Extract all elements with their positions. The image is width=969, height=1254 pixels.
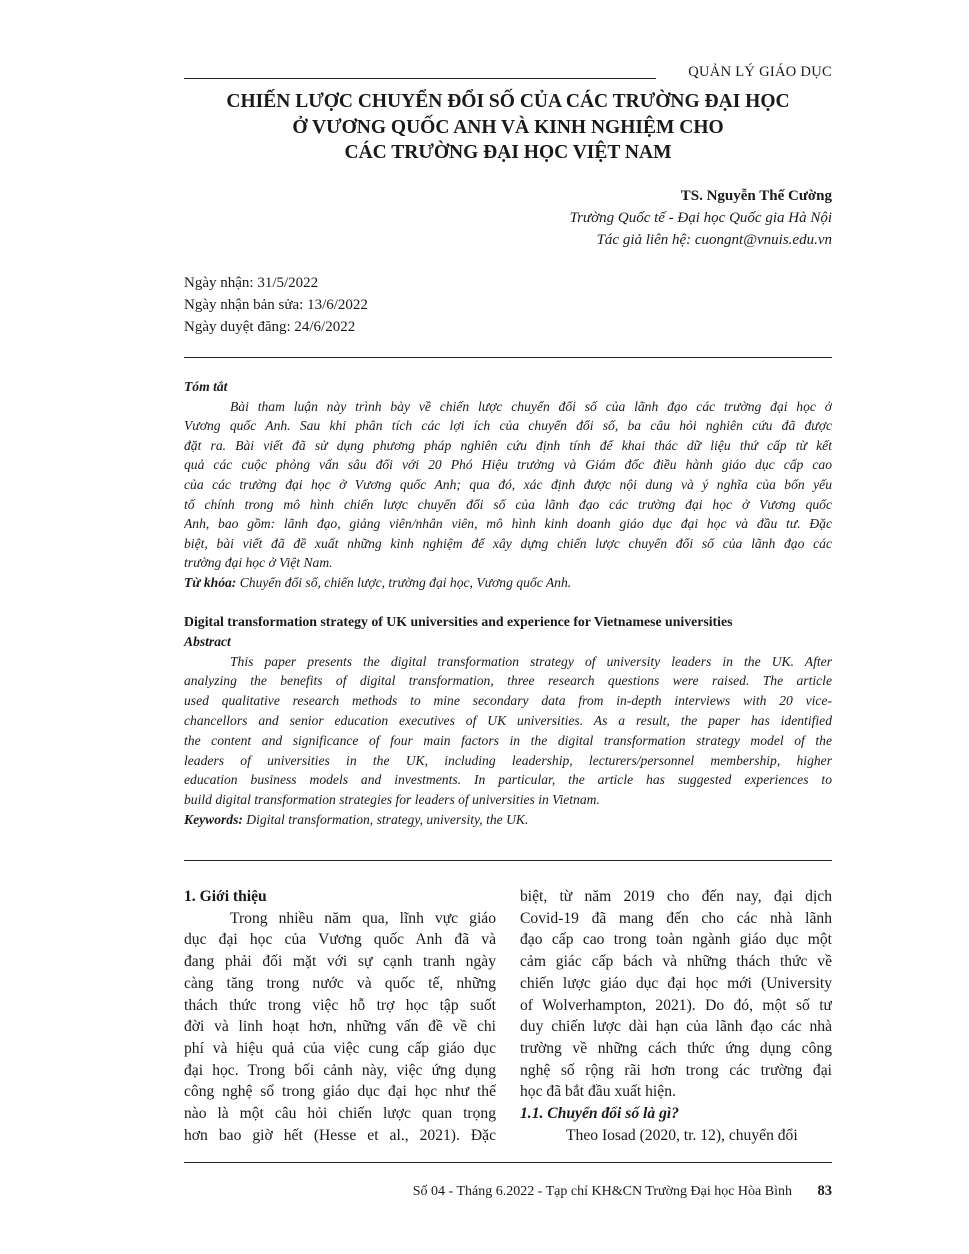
header-rule: [184, 78, 656, 79]
keywords-label: Từ khóa:: [184, 574, 237, 590]
text-line: của các trường đại học ở Vương quốc Anh; qua đó, xác định được nội dung và ý nghĩa của bốn yếu: [184, 476, 832, 492]
text-line: đang phải đối mặt với sự cạnh tranh ngày: [184, 953, 496, 971]
text-line: học đã bắt đầu xuất hiện.: [520, 1083, 676, 1101]
text-line: chiến lược giáo dục đại học mới (University: [520, 974, 832, 992]
author-affiliation: Trường Quốc tế - Đại học Quốc gia Hà Nội: [569, 210, 832, 226]
divider: [184, 860, 832, 861]
section-heading: 1. Giới thiệu: [184, 888, 267, 905]
body-column-2: [520, 886, 832, 1146]
text-line: Vương quốc Anh. Sau khi phân tích các lợi ích của chuyển đổi số, ba câu hỏi nghiên cứu đã được: [184, 418, 832, 434]
text-line: càng tăng trong nước và quốc tế, những: [184, 974, 496, 992]
text-line: trường đại học ở Việt Nam.: [184, 555, 333, 571]
text-line: dục đại học của Vương quốc Anh đã và: [184, 931, 496, 949]
abstract-heading: Tóm tắt: [184, 379, 228, 394]
text-line: of Wolverhampton, 2021). Do đó, một số tư: [520, 996, 832, 1014]
author-block: [570, 185, 832, 251]
text-line: cảm giác cấp bách và những thách thức về: [520, 953, 832, 971]
english-abstract: [184, 612, 832, 830]
text-line: biệt, từ năm 2019 cho đến nay, đại dịch: [520, 888, 832, 905]
body-column-1: [184, 886, 496, 1146]
text-line: leaders of universities in the UK, including leadership, lecturers/personnel membership, higher: [184, 752, 832, 768]
text-line: Trong nhiều năm qua, lĩnh vực giáo: [230, 909, 496, 927]
body-line: Theo Iosad (2020, tr. 12), chuyển đổi: [566, 1126, 798, 1144]
text-line: đặt ra. Bài viết đã sử dụng phương pháp nghiên cứu định tính để khai thác dữ liệu thứ cấp từ kết: [184, 437, 832, 453]
footer-text: Số 04 - Tháng 6.2022 - Tạp chí KH&CN Trường Đại học Hòa Bình: [412, 1184, 792, 1199]
keywords-text: Chuyển đổi số, chiến lược, trường đại học, Vương quốc Anh.: [236, 574, 572, 590]
author-name: TS. Nguyễn Thế Cường: [680, 188, 832, 204]
date-received: Ngày nhận: 31/5/2022: [184, 275, 319, 291]
title-line: CHIẾN LƯỢC CHUYỂN ĐỔI SỐ CỦA CÁC TRƯỜNG ĐẠI HỌC: [226, 91, 790, 112]
text-line: the content and significance of four main factors in the digital transformation strategy model of the: [184, 732, 832, 748]
article-title: [184, 89, 832, 166]
dates: [184, 272, 368, 338]
english-title: Digital transformation strategy of UK universities and experience for Vietnamese universities: [184, 614, 733, 629]
subsection-heading: 1.1. Chuyển đổi số là gì?: [520, 1105, 679, 1123]
text-line: đời và linh hoạt hơn, những vấn đề về chi: [184, 1018, 496, 1036]
abstract-heading: Abstract: [184, 633, 231, 649]
text-line: nào là một câu hỏi chiến lược quan trọng: [184, 1105, 496, 1123]
text-line: trường về những cách thức ứng dụng công: [520, 1039, 832, 1057]
vietnamese-abstract: [184, 377, 832, 593]
text-line: Covid-19 đã mang đến cho các nhà lãnh: [520, 909, 832, 927]
text-line: công nghệ số trong giáo dục đại học như thế: [184, 1083, 496, 1101]
text-line: education business models and investments. In particular, the article has suggested experiences to: [184, 772, 832, 788]
text-line: phí và hiệu quả của việc cung cấp giáo dục: [184, 1039, 496, 1057]
title-line: CÁC TRƯỜNG ĐẠI HỌC VIỆT NAM: [344, 142, 672, 163]
footer-rule: [184, 1162, 832, 1163]
text-line: analyzing the benefits of digital transformation, three research questions were raised. The article: [184, 673, 832, 689]
section-label: QUẢN LÝ GIÁO DỤC: [688, 64, 832, 80]
author-contact: Tác giả liên hệ: cuongnt@vnuis.edu.vn: [596, 232, 832, 248]
date-revised: Ngày nhận bản sửa: 13/6/2022: [184, 297, 368, 313]
text-line: đại học. Trong bối cảnh này, việc ứng dụng: [184, 1061, 496, 1079]
keywords: [184, 810, 832, 830]
page-number: 83: [817, 1183, 832, 1199]
text-line: build digital transformation strategies for leaders of universities in Vietnam.: [184, 792, 600, 808]
divider: [184, 357, 832, 358]
keywords-label: Keywords:: [184, 811, 243, 827]
text-line: quả các cuộc phỏng vấn sâu đối với 20 Phó Hiệu trưởng và Giám đốc điều hành giáo dục cấp cao: [184, 457, 832, 473]
text-line: duy chiến lược dài hạn của lãnh đạo các nhà: [520, 1018, 832, 1036]
text-line: This paper presents the digital transformation strategy of university leaders in the UK. After: [230, 653, 832, 669]
text-line: thách thức trong việc hỗ trợ học tập suốt: [184, 996, 496, 1014]
date-accepted: Ngày duyệt đăng: 24/6/2022: [184, 319, 356, 335]
footer: [413, 1183, 832, 1200]
text-line: chancellors and senior education executives of UK universities. As a result, the paper has identified: [184, 712, 832, 728]
text-line: tố chính trong mô hình chiến lược chuyển đổi số của lãnh đạo các trường đại học ở Vương quốc: [184, 496, 832, 512]
title-line: Ở VƯƠNG QUỐC ANH VÀ KINH NGHIỆM CHO: [292, 116, 724, 138]
text-line: used qualitative research methods to mine secondary data from in-depth interviews with 20 vice-: [184, 693, 832, 709]
keywords-text: Digital transformation, strategy, university, the UK.: [242, 811, 529, 827]
text-line: biệt, bài viết đã đề xuất những kinh nghiệm để xây dựng chiến lược chuyển đổi số của lãnh đạo các: [184, 535, 832, 551]
text-line: Anh, bao gồm: lãnh đạo, giảng viên/nhân viên, mô hình kinh doanh giáo dục đại học và đầu tư. Đặc: [184, 516, 832, 532]
text-line: đạo cấp cao trong toàn ngành giáo dục một: [520, 931, 832, 949]
text-line: nghệ số rộng rãi hơn trong các trường đại: [520, 1061, 832, 1079]
text-line: Bài tham luận này trình bày về chiến lược chuyển đổi số của lãnh đạo các trường đại học ở: [230, 398, 832, 414]
text-line: hơn bao giờ hết (Hesse et al., 2021). Đặc: [184, 1126, 496, 1144]
keywords: [184, 573, 832, 593]
